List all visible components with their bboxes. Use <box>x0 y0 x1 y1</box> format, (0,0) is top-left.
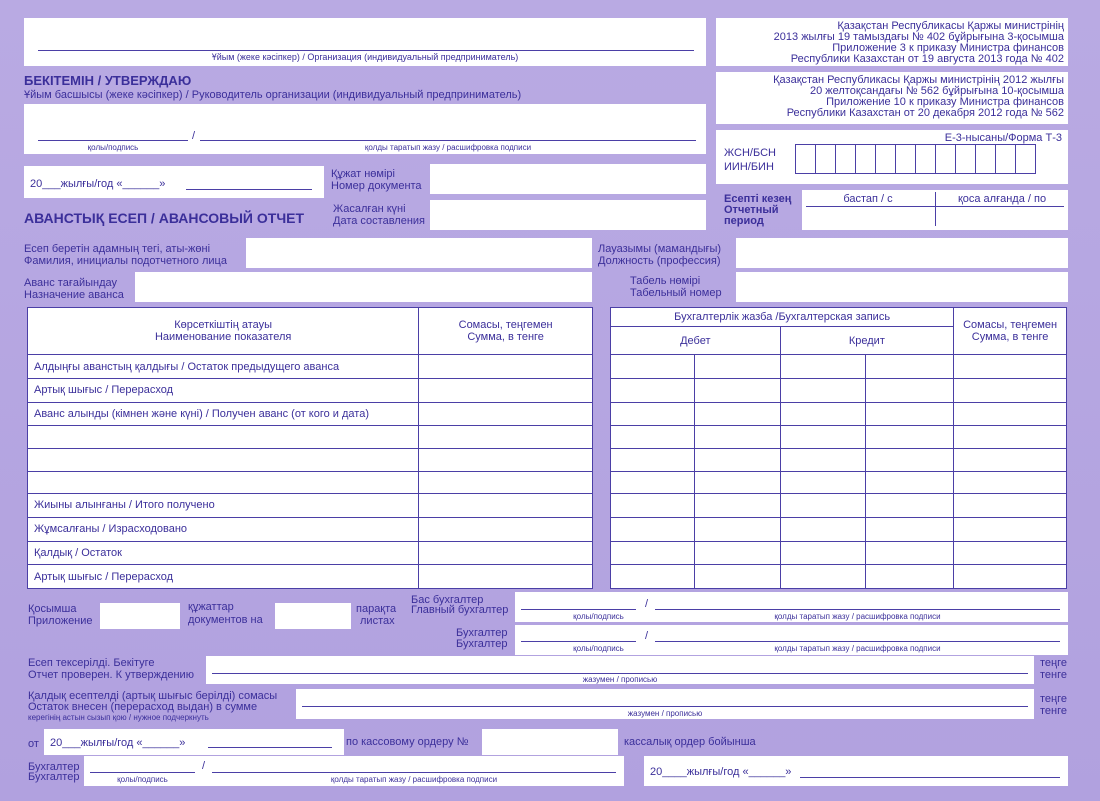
decode-caption: қолды таратып жазу / расшифровка подписи <box>364 143 532 152</box>
date-made-kz: Жасалған күні <box>333 203 406 215</box>
entry-cell[interactable] <box>780 426 866 449</box>
entry-cell[interactable] <box>611 402 695 426</box>
entry-cell[interactable] <box>780 494 866 518</box>
acc-sig-caption: қолы/подпись <box>573 644 624 653</box>
entry-cell[interactable] <box>694 448 780 471</box>
entry-cell[interactable] <box>866 517 954 541</box>
entry-cell[interactable] <box>954 517 1067 541</box>
entry-cell[interactable] <box>611 565 695 589</box>
checked-ru: Отчет проверен. К утверждению <box>28 669 194 681</box>
slash: / <box>192 130 196 142</box>
tenge-kz-1: теңге <box>1040 657 1067 669</box>
entry-cell[interactable] <box>866 448 954 471</box>
credit-label: Кредит <box>780 327 954 355</box>
table-row <box>28 402 593 426</box>
cash-order-ru: по кассовому ордеру № <box>346 736 469 748</box>
approve-title: БЕКІТЕМІН / УТВЕРЖДАЮ <box>24 73 192 88</box>
bin-cells[interactable] <box>795 144 1036 174</box>
legal-2-line-1: Қазақстан Республикасы Қаржы министрінің 2012 жылғы <box>773 74 1064 86</box>
row-sum-cell[interactable] <box>419 517 593 541</box>
entry-row <box>611 471 1067 494</box>
row-sum-cell[interactable] <box>419 471 593 494</box>
iin-label: ИИН/БИН <box>724 161 774 173</box>
row-label[interactable] <box>28 426 419 449</box>
form-title: АВАНСТЫҚ ЕСЕП / АВАНСОВЫЙ ОТЧЕТ <box>24 210 305 226</box>
legal-2-line-3: Приложение 10 к приказу Министра финансов <box>826 96 1064 108</box>
in-words-caption-2: жазумен / прописью <box>627 709 703 718</box>
org-caption: Ұйым (жеке кәсіпкер) / Организация (индивидуальный предприниматель) <box>211 52 519 62</box>
entry-cell[interactable] <box>866 541 954 565</box>
entry-row <box>611 355 1067 379</box>
head-caption: Ұйым басшысы (жеке кәсіпкер) / Руководитель организации (индивидуальный предприниматель) <box>24 89 522 101</box>
underline-note: керегінің астын сызып қою / нужное подчеркнуть <box>28 713 209 722</box>
tenge-ru-2: тенге <box>1040 705 1067 717</box>
row-sum-cell[interactable] <box>419 494 593 518</box>
entry-cell[interactable] <box>694 471 780 494</box>
position-label-ru: Должность (профессия) <box>598 255 721 267</box>
legal-1-line-4: Республики Казахстан от 19 августа 2013 года № 402 <box>790 53 1064 65</box>
entry-cell[interactable] <box>954 541 1067 565</box>
entry-cell[interactable] <box>866 426 954 449</box>
table-row <box>28 448 593 471</box>
chief-sig-caption: қолы/подпись <box>573 612 624 621</box>
debit-label: Дебет <box>611 327 781 355</box>
legal-2-line-4: Республики Казахстан от 20 декабря 2012 года № 562 <box>786 107 1064 119</box>
entry-cell[interactable] <box>954 355 1067 379</box>
entry-row <box>611 541 1067 565</box>
acc-decode-caption: қолды таратып жазу / расшифровка подписи <box>774 644 941 653</box>
remainder-kz: Қалдық есептелді (артық шығыс берілді) сомасы <box>28 690 278 702</box>
date-made-ru: Дата составления <box>333 215 425 227</box>
row-sum-cell[interactable] <box>419 541 593 565</box>
entry-cell[interactable] <box>866 471 954 494</box>
table-row <box>28 565 593 589</box>
period-from: бастап / с <box>843 193 893 205</box>
header-sum-kz: Сомасы, теңгемен <box>458 319 553 332</box>
doc-number-field[interactable] <box>430 164 706 194</box>
period-label-1: Есепті кезең <box>724 193 792 205</box>
slash: / <box>645 598 649 610</box>
signature-caption: қолы/подпись <box>87 143 139 152</box>
legal-1-line-3: Приложение 3 к приказу Министра финансов <box>832 42 1064 54</box>
legal-1-line-1: Қазақстан Республикасы Қаржы министрінің <box>837 20 1064 32</box>
entry-cell[interactable] <box>780 379 866 403</box>
jsn-label: ЖСН/БСН <box>724 147 776 159</box>
chief-ru: Главный бухгалтер <box>411 604 509 616</box>
entry-row <box>611 565 1067 589</box>
purpose-label-ru: Назначение аванса <box>24 289 124 301</box>
position-field[interactable] <box>736 238 1068 268</box>
acc2-sig-caption: қолы/подпись <box>117 775 168 784</box>
accounting-entry-table <box>610 307 1067 589</box>
row-sum-cell[interactable] <box>419 448 593 471</box>
from-label: от <box>28 738 39 750</box>
entry-cell[interactable] <box>780 355 866 379</box>
remainder-ru: Остаток внесен (перерасход выдан) в сумме <box>28 701 258 713</box>
period-label-3: период <box>724 215 764 227</box>
legal-2-line-2: 20 желтоқсандағы № 562 бұйрығына 10-қосымша <box>809 85 1064 97</box>
header-sum-ru: Сумма, в тенге <box>467 331 544 344</box>
acc-kz: Бухгалтер <box>456 627 508 639</box>
entry-cell[interactable] <box>611 471 695 494</box>
entry-cell[interactable] <box>694 494 780 518</box>
acc2-ru: Бухгалтер <box>28 771 80 783</box>
row-label: Артық шығыс / Перерасход <box>28 565 419 589</box>
doc-number-label-ru: Номер документа <box>331 180 422 192</box>
entry-cell[interactable] <box>694 379 780 403</box>
entry-sum-kz: Сомасы, теңгемен <box>963 319 1058 332</box>
form-code: Е-3-нысаны/Форма Т-3 <box>944 132 1062 144</box>
entry-cell[interactable] <box>694 565 780 589</box>
slash: / <box>645 630 649 642</box>
entry-cell[interactable] <box>954 426 1067 449</box>
entry-cell[interactable] <box>780 448 866 471</box>
attach-count-field[interactable] <box>100 603 180 629</box>
table-row <box>28 517 593 541</box>
entry-row <box>611 402 1067 426</box>
tabel-label-kz: Табель нөмірі <box>630 275 701 287</box>
entry-row <box>611 426 1067 449</box>
row-label: Артық шығыс / Перерасход <box>28 379 419 403</box>
entry-cell[interactable] <box>694 402 780 426</box>
table-row <box>28 541 593 565</box>
entry-cell[interactable] <box>611 494 695 518</box>
acc-ru: Бухгалтер <box>456 638 508 650</box>
entry-cell[interactable] <box>866 402 954 426</box>
entry-cell[interactable] <box>954 565 1067 589</box>
row-label[interactable] <box>28 471 419 494</box>
period-label-2: Отчетный <box>724 204 779 216</box>
entry-cell[interactable] <box>694 517 780 541</box>
entry-row <box>611 517 1067 541</box>
entry-row <box>611 379 1067 403</box>
name-field[interactable] <box>246 238 592 268</box>
entry-row <box>611 448 1067 471</box>
tabel-label-ru: Табельный номер <box>630 287 722 299</box>
entry-cell[interactable] <box>866 355 954 379</box>
row-label[interactable] <box>28 448 419 471</box>
header-name-kz: Көрсеткіштің атауы <box>174 319 273 332</box>
chief-kz: Бас бухгалтер <box>411 594 484 606</box>
doc-number-label-kz: Құжат нөмірі <box>331 168 395 180</box>
entry-cell[interactable] <box>780 471 866 494</box>
acc2-kz: Бухгалтер <box>28 761 80 773</box>
entry-cell[interactable] <box>611 355 695 379</box>
table-row <box>28 471 593 494</box>
pages-count-field[interactable] <box>275 603 351 629</box>
entry-cell[interactable] <box>954 402 1067 426</box>
entry-cell[interactable] <box>866 565 954 589</box>
name-label-kz: Есеп беретін адамның тегі, аты-жөні <box>24 243 211 255</box>
entry-cell[interactable] <box>611 448 695 471</box>
entry-cell[interactable] <box>954 448 1067 471</box>
tenge-ru-1: тенге <box>1040 669 1067 681</box>
entry-cell[interactable] <box>611 379 695 403</box>
attach-kz: Қосымша <box>28 603 77 615</box>
entry-cell[interactable] <box>866 494 954 518</box>
row-sum-cell[interactable] <box>419 402 593 426</box>
slash: / <box>202 760 206 772</box>
entry-cell[interactable] <box>694 426 780 449</box>
table-row <box>28 426 593 449</box>
row-label: Жұмсалғаны / Израсходовано <box>28 517 419 541</box>
table-row <box>28 355 593 379</box>
entry-sum-ru: Сумма, в тенге <box>971 331 1049 344</box>
in-words-caption-1: жазумен / прописью <box>582 675 658 684</box>
name-label-ru: Фамилия, инициалы подотчетного лица <box>24 255 227 267</box>
entry-cell[interactable] <box>611 426 695 449</box>
table-row <box>28 379 593 403</box>
final-date-line: 20____жылғы/год «______» <box>650 766 792 778</box>
entry-cell[interactable] <box>694 541 780 565</box>
row-label: Алдыңғы аванстың қалдығы / Остаток предыдущего аванса <box>28 355 419 379</box>
position-label-kz: Лауазымы (мамандығы) <box>598 243 722 255</box>
tabel-field[interactable] <box>736 272 1068 302</box>
cash-order-number-field[interactable] <box>482 729 618 755</box>
pages-ru: листах <box>360 615 395 627</box>
advance-table <box>27 307 593 589</box>
entry-cell[interactable] <box>611 517 695 541</box>
tenge-kz-2: теңге <box>1040 693 1067 705</box>
entry-cell[interactable] <box>954 379 1067 403</box>
entry-cell[interactable] <box>780 517 866 541</box>
entry-row <box>611 494 1067 518</box>
period-to: қоса алғанда / по <box>957 193 1047 205</box>
purpose-field[interactable] <box>135 272 592 302</box>
entry-header-label: Бухгалтерлік жазба /Бухгалтерская запись <box>611 308 954 327</box>
row-label: Қалдық / Остаток <box>28 541 419 565</box>
entry-cell[interactable] <box>954 494 1067 518</box>
docs-kz: құжаттар <box>188 601 234 613</box>
row-sum-cell[interactable] <box>419 355 593 379</box>
header-name-ru: Наименование показателя <box>154 331 292 344</box>
row-label: Аванс алынды (кімнен және күні) / Получен аванс (от кого и дата) <box>28 402 419 426</box>
row-label: Жиыны алынғаны / Итого получено <box>28 494 419 518</box>
purpose-label-kz: Аванс тағайындау <box>24 277 118 289</box>
row-sum-cell[interactable] <box>419 379 593 403</box>
docs-ru: документов на <box>188 614 263 626</box>
entry-cell[interactable] <box>780 402 866 426</box>
table-header <box>28 308 593 355</box>
entry-cell[interactable] <box>954 471 1067 494</box>
chief-decode-caption: қолды таратып жазу / расшифровка подписи <box>774 612 941 621</box>
entry-cell[interactable] <box>694 355 780 379</box>
entry-cell[interactable] <box>780 565 866 589</box>
legal-1-line-2: 2013 жылғы 19 тамыздағы № 402 бұйрығына 3-қосымша <box>773 31 1064 43</box>
entry-header <box>611 308 1067 327</box>
cash-order-date-line: 20___жылғы/год «______» <box>50 737 186 749</box>
date-made-field[interactable] <box>430 200 706 230</box>
checked-kz: Есеп тексерілді. Бекітуге <box>28 657 155 669</box>
approve-date-line: 20___жылғы/год «______» <box>30 178 166 190</box>
cash-order-kz: кассалық ордер бойынша <box>624 736 756 748</box>
entry-cell[interactable] <box>866 379 954 403</box>
row-sum-cell[interactable] <box>419 565 593 589</box>
table-row <box>28 494 593 518</box>
attach-ru: Приложение <box>28 615 93 627</box>
pages-kz: парақта <box>356 603 397 615</box>
entry-cell[interactable] <box>611 541 695 565</box>
row-sum-cell[interactable] <box>419 426 593 449</box>
acc2-decode-caption: қолды таратып жазу / расшифровка подписи <box>330 775 498 784</box>
entry-cell[interactable] <box>780 541 866 565</box>
